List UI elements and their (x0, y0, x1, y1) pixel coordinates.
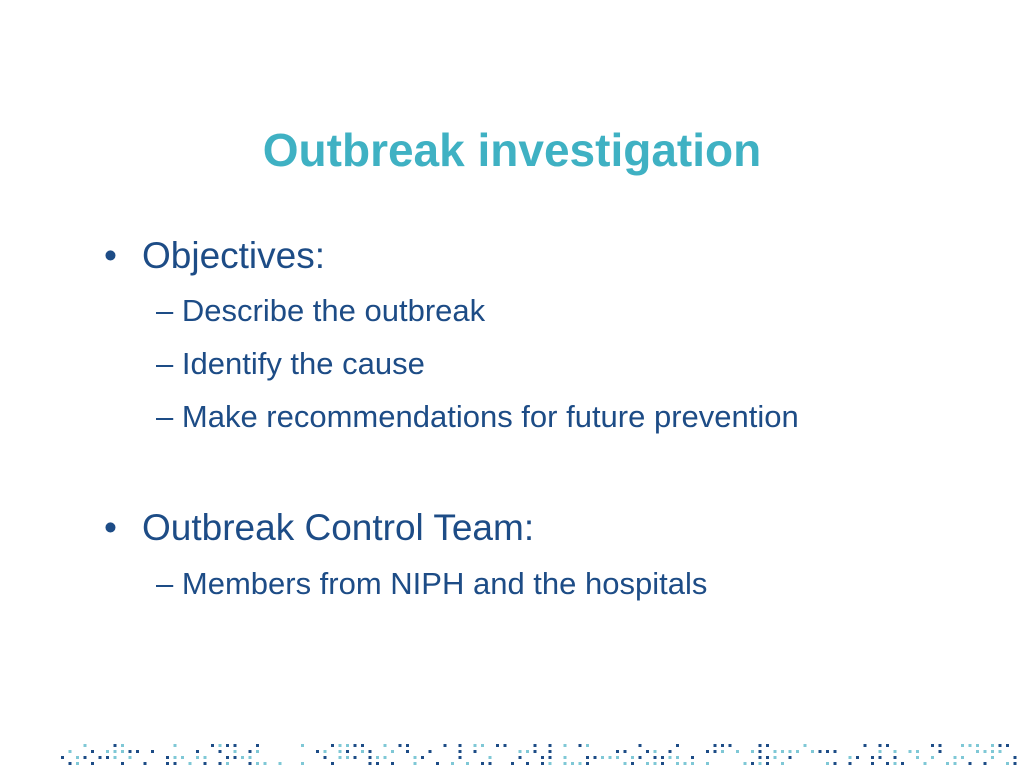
pattern-dot (91, 762, 94, 765)
bullet-item (104, 234, 325, 278)
pattern-dot (459, 756, 462, 759)
pattern-dot (459, 750, 462, 753)
pattern-dot (339, 756, 342, 759)
pattern-dot (789, 756, 792, 759)
sub-bullet-text: Make recommendations for future prevention (181, 399, 799, 434)
pattern-dot (879, 744, 882, 747)
pattern-dot (346, 750, 349, 753)
pattern-dot (256, 750, 259, 753)
pattern-dot (946, 762, 949, 765)
pattern-dot (661, 762, 664, 765)
pattern-dot (361, 750, 364, 753)
pattern-dot (729, 744, 732, 747)
pattern-dot (466, 762, 469, 765)
pattern-dot (931, 744, 934, 747)
pattern-dot (916, 750, 919, 753)
pattern-dot (339, 744, 342, 747)
pattern-dot (969, 762, 972, 765)
pattern-dot (999, 744, 1002, 747)
pattern-dot (106, 750, 109, 753)
sub-bullet-marker: – (156, 399, 174, 434)
pattern-dot (751, 762, 754, 765)
pattern-dot (129, 756, 132, 759)
sub-bullet-marker: – (156, 346, 174, 381)
pattern-dot (549, 756, 552, 759)
pattern-dot (114, 750, 117, 753)
pattern-dot (421, 756, 424, 759)
pattern-dot (549, 750, 552, 753)
pattern-dot (204, 756, 207, 759)
pattern-dot (601, 756, 604, 759)
pattern-dot (976, 744, 979, 747)
pattern-dot (489, 756, 492, 759)
pattern-dot (669, 756, 672, 759)
pattern-dot (1006, 762, 1009, 765)
pattern-dot (504, 744, 507, 747)
pattern-dot (324, 750, 327, 753)
pattern-dot (676, 744, 679, 747)
bullet-marker: • (104, 235, 117, 276)
pattern-dot (234, 744, 237, 747)
pattern-dot (69, 750, 72, 753)
pattern-dot (954, 756, 957, 759)
pattern-dot (189, 762, 192, 765)
pattern-dot (346, 756, 349, 759)
pattern-dot (654, 762, 657, 765)
pattern-dot (541, 762, 544, 765)
pattern-dot (654, 756, 657, 759)
pattern-dot (384, 756, 387, 759)
pattern-dot (984, 762, 987, 765)
pattern-dot (774, 756, 777, 759)
pattern-dot (534, 750, 537, 753)
pattern-dot (961, 756, 964, 759)
pattern-dot (999, 750, 1002, 753)
pattern-dot (654, 750, 657, 753)
pattern-dot (451, 762, 454, 765)
pattern-dot (264, 762, 267, 765)
pattern-dot (879, 756, 882, 759)
pattern-dot (721, 744, 724, 747)
pattern-dot (736, 750, 739, 753)
pattern-dot (586, 762, 589, 765)
pattern-dot (1014, 756, 1017, 759)
pattern-dot (991, 750, 994, 753)
pattern-dot (631, 762, 634, 765)
pattern-dot (526, 750, 529, 753)
pattern-dot (61, 756, 64, 759)
pattern-dot (714, 744, 717, 747)
pattern-dot (99, 756, 102, 759)
pattern-dot (369, 762, 372, 765)
pattern-dot (196, 750, 199, 753)
pattern-dot (759, 762, 762, 765)
pattern-dot (489, 762, 492, 765)
pattern-dot (129, 750, 132, 753)
pattern-dot (811, 750, 814, 753)
pattern-dot (429, 750, 432, 753)
pattern-dot (624, 750, 627, 753)
pattern-dot (849, 762, 852, 765)
pattern-dot (496, 744, 499, 747)
sub-bullet-item (156, 292, 485, 330)
pattern-dot (226, 762, 229, 765)
pattern-dot (256, 762, 259, 765)
pattern-dot (871, 756, 874, 759)
pattern-dot (369, 756, 372, 759)
pattern-dot (721, 750, 724, 753)
pattern-dot (646, 750, 649, 753)
pattern-dot (616, 756, 619, 759)
pattern-dot (759, 750, 762, 753)
pattern-dot (961, 744, 964, 747)
pattern-dot (106, 756, 109, 759)
sub-bullet-marker: – (156, 566, 174, 601)
pattern-dot (826, 750, 829, 753)
pattern-dot (511, 762, 514, 765)
pattern-dot (781, 762, 784, 765)
pattern-dot (826, 762, 829, 765)
pattern-dot (136, 750, 139, 753)
sub-bullet-item (156, 565, 707, 603)
pattern-dot (519, 750, 522, 753)
pattern-dot (939, 750, 942, 753)
pattern-dot (609, 756, 612, 759)
pattern-dot (639, 744, 642, 747)
pattern-dot (534, 744, 537, 747)
pattern-dot (894, 756, 897, 759)
pattern-dot (481, 744, 484, 747)
sub-bullet-marker: – (156, 293, 174, 328)
pattern-dot (219, 762, 222, 765)
pattern-dot (646, 762, 649, 765)
pattern-dot (886, 744, 889, 747)
pattern-dot (691, 762, 694, 765)
pattern-dot (631, 756, 634, 759)
pattern-dot (744, 762, 747, 765)
pattern-dot (181, 756, 184, 759)
pattern-dot (856, 756, 859, 759)
pattern-dot (84, 756, 87, 759)
pattern-dot (166, 756, 169, 759)
pattern-dot (166, 762, 169, 765)
pattern-dot (901, 762, 904, 765)
pattern-dot (361, 744, 364, 747)
pattern-dot (849, 756, 852, 759)
pattern-dot (526, 762, 529, 765)
pattern-dot (894, 750, 897, 753)
pattern-dot (234, 756, 237, 759)
pattern-dot (196, 756, 199, 759)
pattern-dot (369, 750, 372, 753)
pattern-dot (684, 762, 687, 765)
pattern-dot (301, 744, 304, 747)
pattern-dot (249, 750, 252, 753)
pattern-dot (564, 756, 567, 759)
pattern-dot (331, 762, 334, 765)
pattern-dot (564, 744, 567, 747)
pattern-dot (406, 750, 409, 753)
pattern-dot (676, 762, 679, 765)
pattern-dot (586, 756, 589, 759)
pattern-dot (121, 750, 124, 753)
pattern-dot (84, 744, 87, 747)
pattern-dot (519, 756, 522, 759)
pattern-dot (414, 756, 417, 759)
pattern-dot (399, 744, 402, 747)
pattern-dot (174, 756, 177, 759)
pattern-dot (871, 762, 874, 765)
pattern-dot (616, 750, 619, 753)
pattern-dot (346, 744, 349, 747)
pattern-dot (571, 762, 574, 765)
pattern-dot (114, 744, 117, 747)
pattern-dot (376, 756, 379, 759)
pattern-dot (249, 762, 252, 765)
pattern-dot (984, 750, 987, 753)
pattern-dot (789, 750, 792, 753)
pattern-dot (249, 756, 252, 759)
pattern-dot (706, 750, 709, 753)
pattern-dot (1006, 744, 1009, 747)
pattern-dot (234, 750, 237, 753)
pattern-dot (586, 744, 589, 747)
bullet-item (104, 506, 534, 550)
pattern-dot (436, 762, 439, 765)
pattern-dot (676, 756, 679, 759)
pattern-dot (69, 762, 72, 765)
pattern-dot (579, 744, 582, 747)
pattern-dot (474, 744, 477, 747)
sub-bullet-text: Members from NIPH and the hospitals (181, 566, 708, 601)
sub-bullet-text: Describe the outbreak (181, 293, 486, 328)
pattern-dot (661, 756, 664, 759)
pattern-dot (564, 762, 567, 765)
pattern-dot (316, 750, 319, 753)
pattern-dot (144, 762, 147, 765)
pattern-dot (481, 762, 484, 765)
pattern-dot (886, 762, 889, 765)
pattern-dot (174, 744, 177, 747)
pattern-dot (579, 762, 582, 765)
pattern-dot (939, 744, 942, 747)
pattern-dot (706, 762, 709, 765)
pattern-dot (691, 756, 694, 759)
pattern-dot (474, 750, 477, 753)
pattern-dot (151, 750, 154, 753)
pattern-dot (766, 744, 769, 747)
pattern-dot (834, 750, 837, 753)
pattern-dot (219, 750, 222, 753)
pattern-dot (331, 744, 334, 747)
pattern-dot (391, 762, 394, 765)
pattern-dot (669, 750, 672, 753)
pattern-dot (354, 744, 357, 747)
pattern-dot (781, 750, 784, 753)
sub-bullet-text: Identify the cause (181, 346, 425, 381)
pattern-dot (804, 744, 807, 747)
pattern-dot (969, 744, 972, 747)
pattern-dot (324, 756, 327, 759)
decorative-dot-pattern (60, 738, 1024, 768)
pattern-dot (894, 762, 897, 765)
pattern-dot (121, 744, 124, 747)
pattern-dot (549, 762, 552, 765)
pattern-dot (759, 744, 762, 747)
pattern-dot (91, 750, 94, 753)
pattern-dot (121, 762, 124, 765)
pattern-dot (766, 756, 769, 759)
pattern-dot (909, 750, 912, 753)
pattern-dot (76, 756, 79, 759)
pattern-dot (954, 762, 957, 765)
sub-bullet-item (156, 345, 425, 383)
pattern-dot (819, 750, 822, 753)
pattern-dot (279, 762, 282, 765)
pattern-dot (976, 750, 979, 753)
pattern-dot (301, 762, 304, 765)
pattern-dot (391, 750, 394, 753)
pattern-dot (1014, 762, 1017, 765)
pattern-dot (444, 744, 447, 747)
pattern-dot (226, 744, 229, 747)
pattern-dot (774, 750, 777, 753)
pattern-dot (204, 762, 207, 765)
pattern-dot (924, 762, 927, 765)
pattern-dot (916, 756, 919, 759)
pattern-dot (219, 744, 222, 747)
pattern-dot (796, 750, 799, 753)
bullet-text: Objectives: (142, 235, 326, 276)
pattern-dot (384, 744, 387, 747)
bullet-text: Outbreak Control Team: (142, 507, 535, 548)
pattern-dot (549, 744, 552, 747)
pattern-dot (991, 744, 994, 747)
pattern-dot (594, 756, 597, 759)
pattern-dot (406, 744, 409, 747)
pattern-dot (339, 750, 342, 753)
pattern-dot (624, 762, 627, 765)
pattern-dot (76, 762, 79, 765)
pattern-dot (639, 756, 642, 759)
pattern-dot (256, 744, 259, 747)
pattern-dot (241, 756, 244, 759)
pattern-dot (766, 762, 769, 765)
pattern-dot (879, 750, 882, 753)
pattern-dot (991, 756, 994, 759)
pattern-dot (759, 756, 762, 759)
pattern-dot (751, 750, 754, 753)
slide-title: Outbreak investigation (262, 124, 762, 176)
pattern-dot (354, 756, 357, 759)
bullet-marker: • (104, 507, 117, 548)
pattern-dot (459, 744, 462, 747)
pattern-dot (114, 756, 117, 759)
sub-bullet-item (156, 398, 799, 436)
pattern-dot (714, 750, 717, 753)
pattern-dot (376, 762, 379, 765)
pattern-dot (834, 762, 837, 765)
pattern-dot (931, 756, 934, 759)
pattern-dot (174, 762, 177, 765)
pattern-dot (541, 756, 544, 759)
pattern-dot (414, 762, 417, 765)
pattern-dot (864, 744, 867, 747)
pattern-dot (226, 756, 229, 759)
pattern-dot (211, 744, 214, 747)
